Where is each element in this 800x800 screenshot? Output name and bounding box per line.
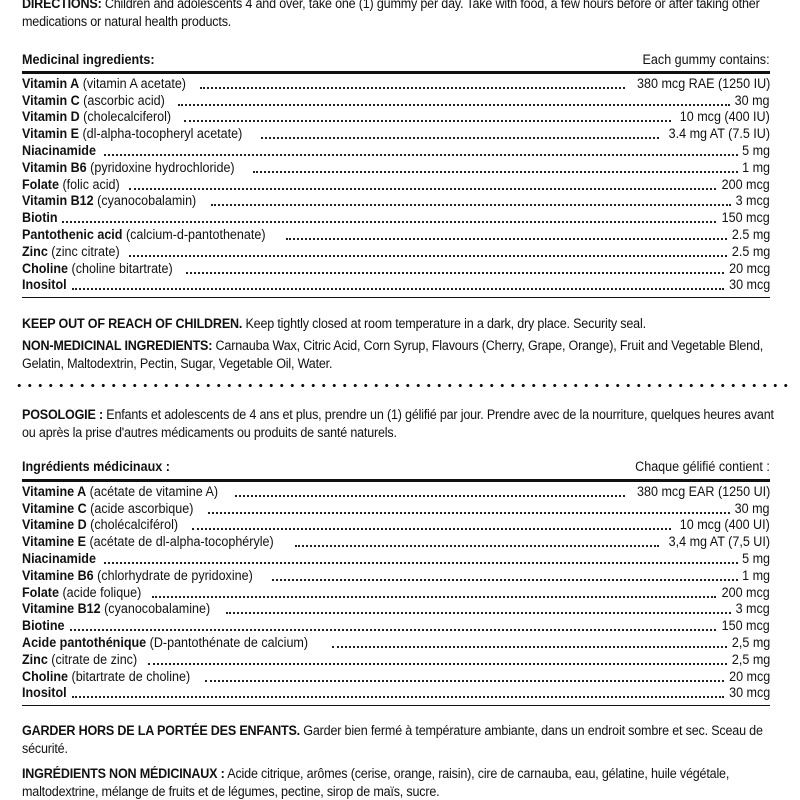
ingredient-detail: (D-pantothénate de calcium) [146,634,309,650]
ingredient-row [22,685,770,702]
ingredient-detail: (cholécalciférol) [86,517,179,533]
dot-leader [253,171,738,173]
ingredient-name-bold: Choline [22,260,69,276]
ingredient-name [22,585,141,601]
dot-leader [261,137,659,139]
ingredient-row [22,483,770,500]
ingredient-amount: 30 mcg [728,277,770,293]
ingredient-name [22,210,58,226]
ingredient-name-bold: Vitamine B6 [22,567,94,583]
ingredient-name [22,160,235,176]
ingredient-amount: 3.4 mg AT (7.5 IU) [668,126,770,142]
warning-en [22,315,777,333]
ingredient-name [22,143,96,159]
ingredient-row [22,75,770,92]
dot-leader [208,512,730,514]
ingredient-name [22,193,196,209]
ingredient-row [22,533,770,550]
dot-leader [295,545,659,547]
ingredient-detail: (cyanocobalamine) [100,601,211,617]
medicinal-header-en-label: Medicinal ingredients: [22,52,155,67]
ingredient-name-bold: Inositol [22,277,67,293]
ingredient-detail: (chlorhydrate de pyridoxine) [93,567,253,583]
ingredient-row [22,517,770,534]
ingredient-amount: 1 mg [742,567,770,583]
ingredient-detail: (acide folique) [58,584,142,600]
dot-leader [192,528,671,530]
ingredient-detail: (calcium-d-pantothenate) [122,226,266,242]
directions-en-text: Children and adolescents 4 and over, take one (1) gummy per day. Take with food, a few hours before or after taking other medications or natural health products. [22,0,760,29]
ingredient-detail: (vitamin A acetate) [79,75,186,91]
directions-fr-label: POSOLOGIE : [22,407,103,422]
ingredient-detail: (acide ascorbique) [86,500,194,516]
ingredient-amount: 10 mcg (400 IU) [679,109,770,125]
dot-leader [129,255,727,257]
per-unit-header-en: Each gummy contains: [642,52,770,67]
ingredient-name [22,685,67,701]
ingredient-amount: 20 mcg [728,260,770,276]
ingredient-row [22,92,770,109]
ingredient-row [22,601,770,618]
ingredient-amount: 150 mcg [721,618,770,634]
dot-leader [104,562,738,564]
ingredient-name [22,652,137,668]
ingredient-name-bold: Vitamin B6 [22,159,87,175]
ingredient-name [22,501,193,517]
ingredient-detail: (pyridoxine hydrochloride) [86,159,235,175]
ingredient-row [22,193,770,210]
medicinal-header-en [22,51,770,69]
ingredient-row [22,584,770,601]
ingredient-name [22,93,165,109]
dot-leader [184,120,671,122]
header-rule-fr [22,479,770,482]
ingredient-row [22,651,770,668]
ingredient-name-bold: Vitamin C [22,92,80,108]
warning-fr-label: GARDER HORS DE LA PORTÉE DES ENFANTS. [22,723,300,738]
directions-en [22,0,777,31]
ingredient-amount: 2.5 mg [731,243,770,259]
ingredient-name-bold: Vitamin E [22,126,79,142]
dot-leader [178,104,731,106]
ingredient-amount: 20 mcg [728,668,770,684]
ingredient-name-bold: Folate [22,584,59,600]
dot-leader [148,663,727,665]
ingredient-name [22,261,173,277]
ingredient-row [22,500,770,517]
dot-leader [332,646,727,648]
warning-fr-text: Garder bien fermé à température ambiante, dans un endroit sombre et sec. Sceau de sécurité. [22,723,763,756]
ingredient-amount: 3 mcg [735,601,770,617]
language-separator [14,383,792,388]
ingredient-row [22,668,770,685]
ingredient-name [22,669,190,685]
ingredient-name-bold: Biotine [22,618,65,634]
ingredients-table-en [22,75,770,293]
dot-leader [272,579,738,581]
non-medicinal-fr-text: Acide citrique, arômes (cerise, orange, raisin), cire de carnauba, eau, gélatine, huile végétale, maltodextrine, mélange de fruits et de légumes, pectine, sirop de maïs, sucre. [22,766,730,799]
medicinal-header-fr [22,458,770,476]
ingredient-amount: 380 mcg EAR (1250 UI) [636,483,770,499]
ingredient-name [22,568,253,584]
ingredient-detail: (dl-alpha-tocopheryl acetate) [78,126,243,142]
ingredient-amount: 10 mcg (400 UI) [679,517,770,533]
ingredient-name-bold: Inositol [22,685,67,701]
ingredient-amount: 380 mcg RAE (1250 IU) [636,75,770,91]
warning-en-label: KEEP OUT OF REACH OF CHILDREN. [22,316,243,331]
ingredient-name [22,601,210,617]
ingredient-name [22,177,120,193]
ingredient-detail: (cyanocobalamin) [93,193,197,209]
non-medicinal-en [22,337,777,373]
ingredient-detail: (folic acid) [58,176,120,192]
non-medicinal-fr-label: INGRÉDIENTS NON MÉDICINAUX : [22,766,225,781]
ingredient-row [22,260,770,277]
ingredient-amount: 200 mcg [721,176,770,192]
ingredient-name [22,517,178,533]
dot-leader [72,696,724,698]
ingredient-name [22,126,242,142]
ingredient-name-bold: Pantothenic acid [22,226,123,242]
ingredient-name [22,277,67,293]
non-medicinal-en-text: Carnauba Wax, Citric Acid, Corn Syrup, Flavours (Cherry, Grape, Orange), Fruit and Vegetable Blend, Gelatin, Maltodextrin, Pectin, Sugar, Vegetable Oil, Water. [22,338,764,371]
ingredient-detail: (acétate de vitamine A) [86,483,219,499]
ingredient-amount: 2,5 mg [731,634,770,650]
warning-en-text: Keep tightly closed at room temperature in a dark, dry place. Security seal. [242,316,646,331]
ingredient-detail: (acétate de dl-alpha-tocophéryle) [85,534,274,550]
ingredient-detail: (zinc citrate) [47,243,120,259]
ingredient-row [22,176,770,193]
ingredient-name-bold: Choline [22,668,69,684]
ingredient-row [22,109,770,126]
directions-en-label: DIRECTIONS: [22,0,102,11]
ingredient-row [22,125,770,142]
ingredient-name [22,551,96,567]
ingredient-detail: (bitartrate de choline) [68,668,191,684]
ingredient-amount: 5 mg [742,550,770,566]
ingredient-name [22,635,308,651]
ingredient-name-bold: Vitamin A [22,75,80,91]
ingredient-amount: 5 mg [742,142,770,158]
dot-leader [62,221,716,223]
ingredient-row [22,617,770,634]
ingredient-name [22,244,120,260]
ingredient-name [22,109,171,125]
ingredient-detail: (choline bitartrate) [68,260,173,276]
ingredient-row [22,243,770,260]
dot-leader [235,495,625,497]
ingredient-amount: 30 mg [735,500,770,516]
directions-fr [22,406,777,442]
dot-leader [152,596,716,598]
ingredient-amount: 1 mg [742,159,770,175]
ingredient-amount: 2.5 mg [731,226,770,242]
per-unit-header-fr: Chaque gélifié contient : [635,459,770,474]
ingredient-row [22,159,770,176]
ingredient-detail: (cholecalciferol) [79,109,172,125]
ingredient-row [22,142,770,159]
dot-leader [211,204,731,206]
dot-leader [129,188,716,190]
ingredient-name [22,76,186,92]
ingredient-amount: 30 mg [735,92,770,108]
ingredients-table-fr [22,483,770,701]
dot-leader [205,680,724,682]
dot-leader [200,87,624,89]
dot-leader [226,612,731,614]
ingredient-row [22,209,770,226]
ingredient-name-bold: Zinc [22,651,48,667]
ingredient-detail: (ascorbic acid) [79,92,165,108]
ingredient-detail: (citrate de zinc) [47,651,138,667]
ingredient-amount: 30 mcg [728,685,770,701]
dot-leader [72,288,724,290]
ingredient-name-bold: Niacinamide [22,142,96,158]
ingredient-name-bold: Acide pantothénique [22,634,147,650]
directions-fr-text: Enfants et adolescents de 4 ans et plus, prendre un (1) gélifié par jour. Prendre avec de la nourriture, quelques heures avant ou après la prise d'autres médicaments ou produits de santé naturels. [22,407,774,440]
warning-fr [22,722,777,758]
ingredient-name-bold: Niacinamide [22,550,96,566]
ingredient-name-bold: Folate [22,176,59,192]
ingredient-name-bold: Vitamin B12 [22,193,94,209]
header-rule-en [22,71,770,74]
ingredient-name [22,534,274,550]
ingredient-name-bold: Vitamine B12 [22,601,101,617]
ingredient-amount: 3 mcg [735,193,770,209]
ingredient-name [22,484,218,500]
dot-leader [70,629,716,631]
dot-leader [186,272,724,274]
dot-leader [104,154,738,156]
table-end-rule-fr [22,705,770,706]
ingredient-amount: 200 mcg [721,584,770,600]
ingredient-name-bold: Vitamin D [22,109,80,125]
ingredient-row [22,277,770,294]
ingredient-name [22,227,266,243]
non-medicinal-en-label: NON-MEDICINAL INGREDIENTS: [22,338,213,353]
ingredient-name-bold: Zinc [22,243,48,259]
ingredient-name [22,618,65,634]
ingredient-name-bold: Vitamine D [22,517,87,533]
ingredient-amount: 3,4 mg AT (7,5 UI) [668,534,770,550]
ingredient-name-bold: Vitamine E [22,534,86,550]
dot-leader [286,238,727,240]
ingredient-amount: 2,5 mg [731,651,770,667]
non-medicinal-fr [22,765,777,800]
ingredient-name-bold: Biotin [22,210,58,226]
medicinal-header-fr-label: Ingrédients médicinaux : [22,459,170,474]
ingredient-row [22,567,770,584]
table-end-rule-en [22,297,770,298]
ingredient-name-bold: Vitamine A [22,483,87,499]
ingredient-row [22,550,770,567]
ingredient-amount: 150 mcg [721,210,770,226]
ingredient-row [22,634,770,651]
ingredient-name-bold: Vitamine C [22,500,87,516]
ingredient-row [22,226,770,243]
